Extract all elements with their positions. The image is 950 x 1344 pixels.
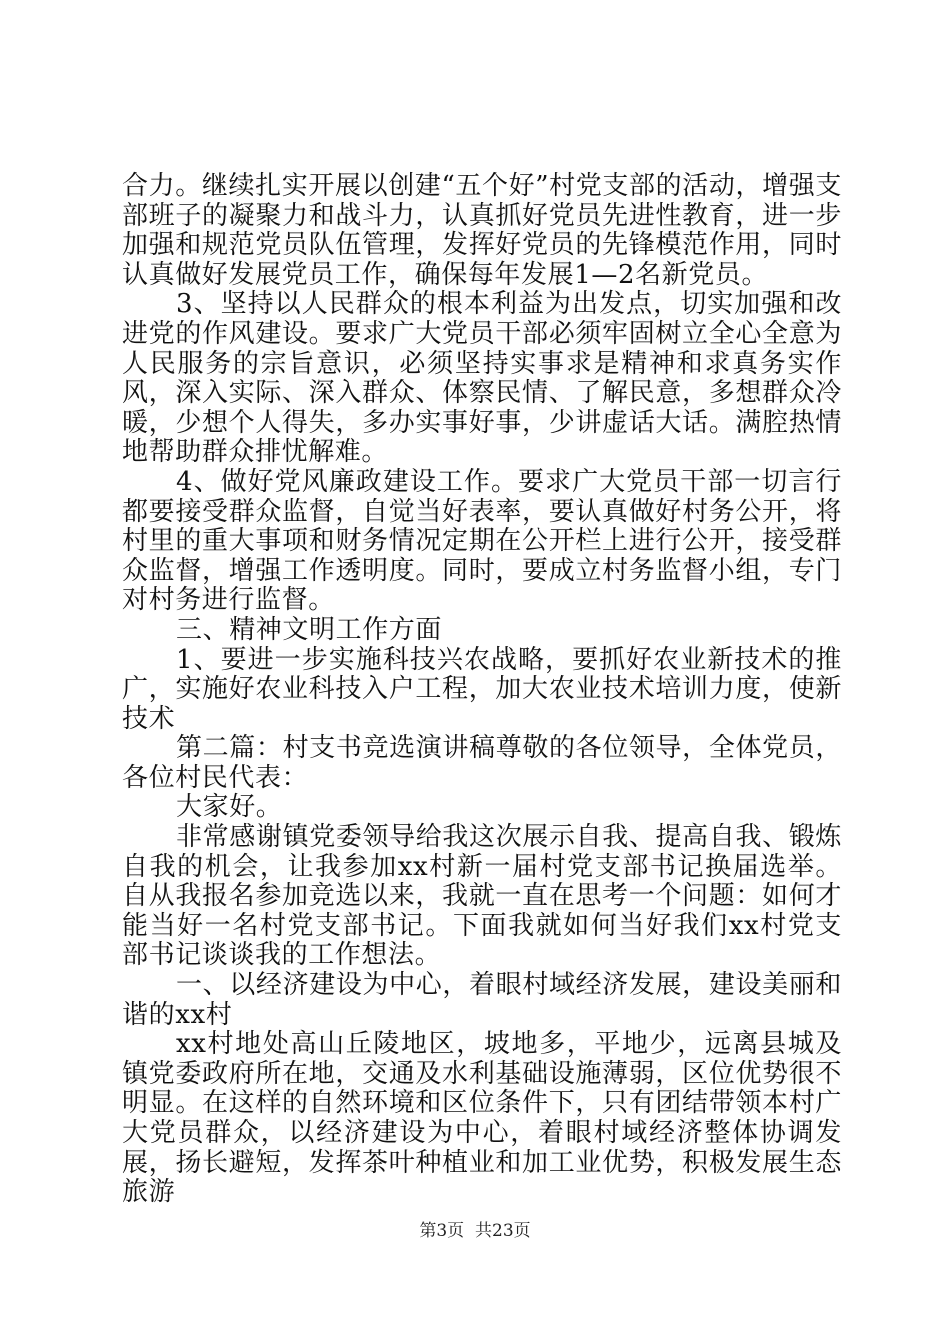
paragraph: 4、做好党风廉政建设工作。要求广大党员干部一切言行都要接受群众监督，自觉当好表率，要认真做好村务公开，将村里的重大事项和财务情况定期在公开栏上进行公开，接受群众监督，增强工作透明度。同时，要成立村务监督小组，专门对村务进行监督。 [122,466,842,616]
total-pages: 共23页 [475,1221,531,1241]
paragraph: 三、精神文明工作方面 [176,614,443,645]
paragraph: 非常感谢镇党委领导给我这次展示自我、提高自我、锻炼自我的机会，让我参加xx村新一届村党支部书记换届选举。自从我报名参加竞选以来，我就一直在思考一个问题：如何才能当好一名村党支部书记。下面我就如何当好我们xx村党支部书记谈谈我的工作想法。 [122,822,842,971]
paragraph: 合力。继续扎实开展以创建“五个好”村党支部的活动，增强支部班子的凝聚力和战斗力，认真抓好党员先进性教育，进一步加强和规范党员队伍管理，发挥好党员的先锋模范作用，同时认真做好发展党员工作，确保每年发展1—2名新党员。 [122,171,842,290]
document-body [122,172,842,1208]
page-number: 第3页 [419,1221,465,1241]
paragraph: 3、坚持以人民群众的根本利益为出发点，切实加强和改进党的作风建设。要求广大党员干部必须牢固树立全心全意为人民服务的宗旨意识，必须坚持实事求是精神和求真务实作风，深入实际、深入群众、体察民情、了解民意，多想群众冷暖，少想个人得失，多办实事好事，少讲虚话大话。满腔热情地帮助群众排忧解难。 [122,289,842,468]
paragraph: 1、要进一步实施科技兴农战略，要抓好农业新技术的推广，实施好农业科技入户工程，加大农业技术培训力度，使新技术 [122,644,842,734]
paragraph: xx村地处高山丘陵地区，坡地多，平地少，远离县城及镇党委政府所在地，交通及水利基础设施薄弱，区位优势很不明显。在这样的自然环境和区位条件下，只有团结带领本村广大党员群众，以经济建设为中心，着眼村域经济整体协调发展，扬长避短，发挥茶叶种植业和加工业优势，积极发展生态旅游 [122,1029,842,1208]
paragraph: 一、以经济建设为中心，着眼村域经济发展，建设美丽和谐的xx村 [122,970,842,1030]
paragraph: 大家好。 [176,792,283,823]
paragraph: 第二篇：村支书竞选演讲稿尊敬的各位领导，全体党员，各位村民代表： [122,733,842,793]
page-footer [0,1216,950,1241]
